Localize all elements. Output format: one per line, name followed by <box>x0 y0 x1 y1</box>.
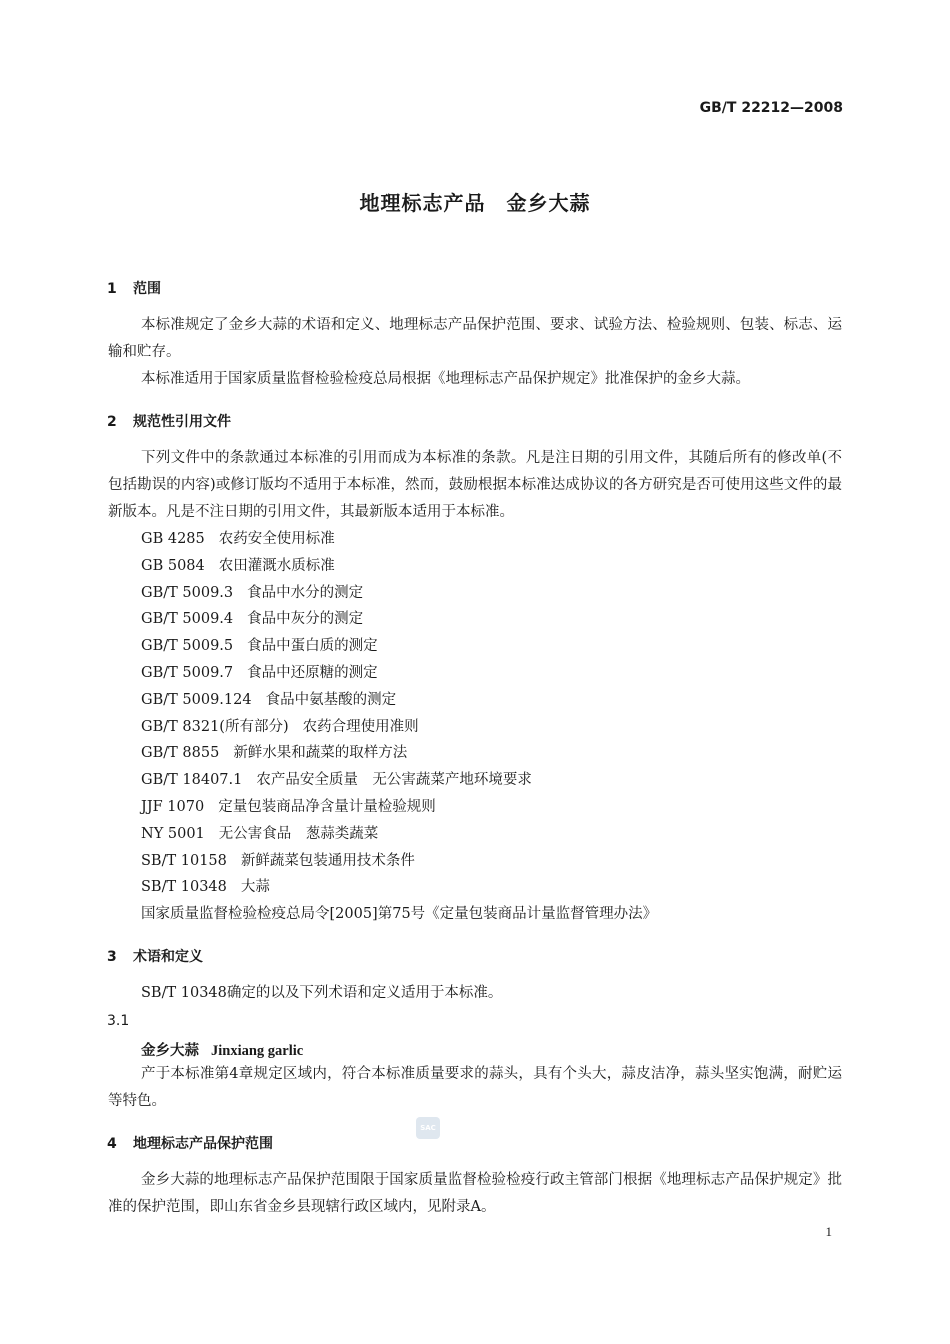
reference-code: 国家质量监督检验检疫总局令[2005]第75号 <box>141 906 426 923</box>
reference-code: NY 5001 <box>141 825 205 842</box>
reference-title: 农田灌溉水质标准 <box>218 557 335 574</box>
section-title: 范围 <box>133 281 161 297</box>
reference-item <box>141 767 657 794</box>
reference-title: 《定量包装商品计量监督管理办法》 <box>425 906 658 923</box>
section-title: 术语和定义 <box>133 949 203 965</box>
term-definition: 产于本标准第4章规定区域内，符合本标准质量要求的蒜头，具有个头大，蒜皮洁净，蒜头坚实饱满，耐贮运等特色。 <box>108 1066 842 1109</box>
reference-title: 食品中还原糖的测定 <box>247 664 378 681</box>
reference-code: GB 5084 <box>141 557 205 574</box>
reference-code: SB/T 10348 <box>141 879 227 896</box>
sac-watermark-logo: SAC <box>416 1117 440 1139</box>
reference-title: 食品中水分的测定 <box>247 584 364 601</box>
reference-code: GB/T 18407.1 <box>141 772 243 789</box>
reference-item <box>141 580 657 607</box>
reference-item <box>141 874 657 901</box>
section-4-paragraph: 金乡大蒜的地理标志产品保护范围限于国家质量监督检验检疫行政主管部门根据《地理标志产品保护规定》批准的保护范围，即山东省金乡县现辖行政区域内，见附录A。 <box>108 1172 842 1215</box>
section-number: 1 <box>107 281 117 297</box>
reference-title: 新鲜蔬菜包装通用技术条件 <box>240 852 415 869</box>
reference-code: GB/T 5009.7 <box>141 664 234 681</box>
reference-title: 定量包装商品净含量计量检验规则 <box>218 798 436 815</box>
section-title: 规范性引用文件 <box>133 414 231 430</box>
reference-code: GB 4285 <box>141 531 205 547</box>
section-3-heading <box>107 946 203 966</box>
reference-code: GB/T 5009.4 <box>141 611 234 628</box>
reference-item <box>141 687 657 714</box>
reference-title: 农药安全使用标准 <box>218 531 335 547</box>
reference-item <box>141 794 657 821</box>
reference-item <box>141 714 657 741</box>
section-3-intro: SB/T 10348确定的以及下列术语和定义适用于本标准。 <box>141 985 503 1001</box>
section-2-heading <box>107 411 231 431</box>
reference-item <box>141 848 657 875</box>
section-2-intro: 下列文件中的条款通过本标准的引用而成为本标准的条款。凡是注日期的引用文件，其随后所有的修改单(不包括勘误的内容)或修订版均不适用于本标准，然而，鼓励根据本标准达成协议的各方研究是否可使用这些文件的最新版本。凡是不注日期的引用文件，其最新版本适用于本标准。 <box>108 450 842 520</box>
reference-title: 农产品安全质量 无公害蔬菜产地环境要求 <box>256 772 532 789</box>
subsection-number: 3.1 <box>107 1013 130 1029</box>
section-1-heading <box>107 278 161 298</box>
reference-title: 农药合理使用准则 <box>302 718 419 735</box>
normative-references-list <box>141 526 657 928</box>
reference-code: GB/T 5009.3 <box>141 584 234 601</box>
reference-item <box>141 606 657 633</box>
term-english: Jinxiang garlic <box>211 1043 304 1059</box>
standard-code: GB/T 22212—2008 <box>699 100 843 116</box>
reference-code: GB/T 5009.5 <box>141 638 234 655</box>
term-entry <box>141 1039 303 1060</box>
reference-item <box>141 633 657 660</box>
reference-item <box>141 660 657 687</box>
reference-title: 食品中氨基酸的测定 <box>265 691 397 708</box>
reference-title: 新鲜水果和蔬菜的取样方法 <box>233 745 408 762</box>
section-4-heading <box>107 1133 273 1153</box>
section-number: 2 <box>107 414 117 430</box>
reference-title: 食品中蛋白质的测定 <box>247 638 378 655</box>
term-chinese: 金乡大蒜 <box>141 1042 199 1059</box>
reference-item <box>141 901 657 928</box>
reference-code: GB/T 5009.124 <box>141 691 252 708</box>
reference-item <box>141 526 657 553</box>
reference-item <box>141 553 657 580</box>
reference-title: 无公害食品 葱蒜类蔬菜 <box>218 825 379 842</box>
document-title: 地理标志产品 金乡大蒜 <box>359 191 591 215</box>
reference-title: 食品中灰分的测定 <box>247 611 364 628</box>
reference-title: 大蒜 <box>240 879 270 896</box>
reference-code: JJF 1070 <box>141 798 205 815</box>
section-number: 3 <box>107 949 117 965</box>
reference-item <box>141 740 657 767</box>
section-1-paragraph-1: 本标准规定了金乡大蒜的术语和定义、地理标志产品保护范围、要求、试验方法、检验规则、包装、标志、运输和贮存。 <box>108 317 842 360</box>
reference-code: GB/T 8855 <box>141 745 220 762</box>
reference-item <box>141 821 657 848</box>
page-number: 1 <box>825 1224 832 1239</box>
reference-code: SB/T 10158 <box>141 852 227 869</box>
section-number: 4 <box>107 1136 117 1152</box>
section-1-paragraph-2: 本标准适用于国家质量监督检验检疫总局根据《地理标志产品保护规定》批准保护的金乡大蒜。 <box>141 371 750 387</box>
section-title: 地理标志产品保护范围 <box>133 1136 273 1152</box>
reference-code: GB/T 8321(所有部分) <box>141 718 289 735</box>
